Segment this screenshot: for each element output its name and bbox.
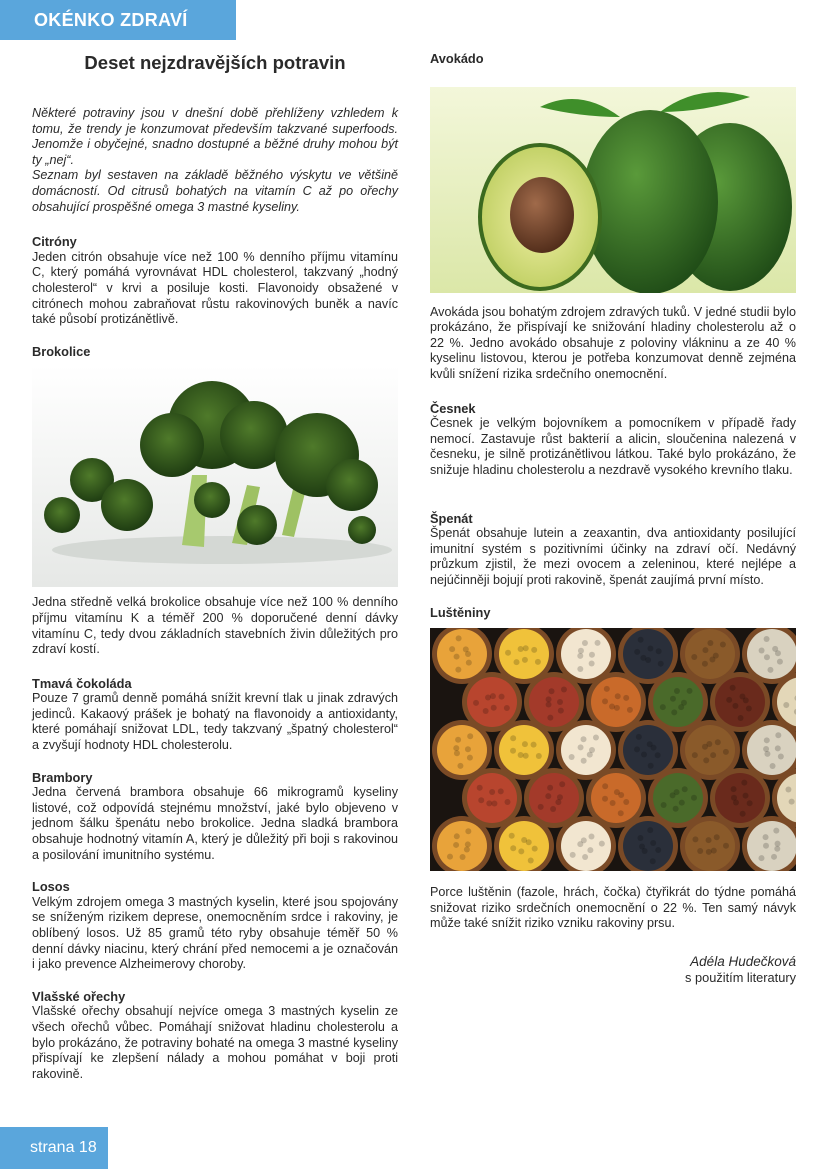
- avocado-photo: [430, 87, 796, 293]
- page-number: strana 18: [0, 1127, 108, 1169]
- section-brambory: [32, 770, 398, 864]
- section-brokolice: [32, 344, 398, 658]
- article-intro: [32, 106, 398, 215]
- section-text: Jedna červená brambora obsahuje 66 mikrogramů kyseliny listové, což odpovídá stejnému množství, jaké bylo objeveno v jednom šálku špenátu nebo brokolice. Jedna sladká brambora obsahuje hodnotný vitamín A, který je důležitý při boji s rakovinou a posilování imunitního systému.: [32, 785, 398, 862]
- section-text: Jedna středně velká brokolice obsahuje více než 100 % denního příjmu vitamínu K a téměř 200 % doporučené denní dávky vitamínu C, tedy dvou základních stavebních živin důležitých pro zdraví kostí.: [32, 595, 398, 657]
- section-text: Velkým zdrojem omega 3 mastných kyselin, které jsou spojovány se sníženým rizikem deprese, onemocněním srdce i rakoviny, je oblíbený losos. Už 85 gramů této ryby obsahuje téměř 50 % denní dávky niacinu, který chrání před nemocemi a je označován i jako prevence Alzheimerovy choroby.: [32, 894, 398, 972]
- section-heading: Česnek: [430, 400, 476, 416]
- right-column: [430, 48, 796, 986]
- section-heading: Avokádo: [430, 51, 484, 66]
- section-heading: Špenát: [430, 510, 473, 526]
- section-text: Porce luštěnin (fazole, hrách, čočka) čtyřikrát do týdne pomáhá snižovat riziko srdečních onemocnění o 22 %. Ten samý návyk může také snížit riziko vzniku rakoviny prsu.: [430, 885, 796, 931]
- legumes-bowls-photo: [430, 628, 796, 871]
- author-name: Adéla Hudečková: [690, 953, 796, 969]
- left-column: [32, 48, 398, 1082]
- section-lusteniny: [430, 605, 796, 932]
- section-text: Česnek je velkým bojovníkem a pomocníkem v případě řady nemocí. Zastavuje růst bakterií a alicin, sloučenina nalezená v česneku, je silně protizánětlivou látkou. Také bylo prokázáno, že snižuje hladinu cholesterolu a nezdravě vysokého krevního tlaku.: [430, 416, 796, 477]
- section-text: Vlašské ořechy obsahují nejvíce omega 3 mastných kyselin ze všech ořechů vůbec. Pomáhají snižovat hladinu cholesterolu a bylo prokázáno, že potraviny bohaté na omega 3 mastné kyseliny přispívají ke zlepšení nálady a mohou pomáhat v boji proti rakovině.: [32, 1004, 398, 1081]
- intro-paragraph-2: Seznam byl sestaven na základě běžného výskytu ve většině domácností. Od citrusů bohatých na vitamín C až po ořechy obsahující prospěšné omega 3 mastné kyseliny.: [32, 168, 398, 214]
- section-cesnek: [430, 401, 796, 479]
- section-text: Pouze 7 gramů denně pomáhá snížit krevní tlak u jinak zdravých jedinců. Kakaový prášek je bohatý na flavonoidy a antioxidanty, které pomáhají snižovat LDL, tedy takzvaný „špatný cholesterol“ a zvyšují hodnoty HDL cholesterolu.: [32, 691, 398, 753]
- section-heading: Citróny: [32, 234, 77, 250]
- section-heading: Vlašské ořechy: [32, 988, 126, 1004]
- section-spenat: [430, 511, 796, 589]
- section-cokolada: [32, 676, 398, 754]
- section-orechy: [32, 989, 398, 1083]
- section-heading: Brokolice: [32, 343, 91, 359]
- section-text: Špenát obsahuje lutein a zeaxantin, dva antioxidanty posilující imunitní systém s pozitivními účinky na zdraví očí. Nedávný průzkum zjistil, že mezi ovocem a zeleninou, které nejlépe a nejúčinněji bojují proti rakovině, špenát zaujímá první místo.: [430, 526, 796, 587]
- author-note: s použitím literatury: [685, 969, 796, 985]
- section-text: Jeden citrón obsahuje více než 100 % denního příjmu vitamínu C, který pomáhá vyrovnávat HDL cholesterol, takzvaný „hodný cholesterol“ v krvi a posiluje kosti. Flavonoidy obsažené v citrónech mohou zabraňovat růstu rakovinových buněk a navíc také působí protizánětlivě.: [32, 249, 398, 327]
- intro-paragraph-1: Některé potraviny jsou v dnešní době přehlíženy vzhledem k tomu, že trendy je konzumovat především takzvané superfoods. Jenomže i obyčejné, snadno dostupné a běžné druhy mohou být ty „nej“.: [32, 106, 398, 167]
- section-avokado: [430, 51, 796, 383]
- section-losos: [32, 879, 398, 973]
- section-citrony: [32, 234, 398, 328]
- broccoli-photo: [32, 365, 398, 587]
- section-text: Avokáda jsou bohatým zdrojem zdravých tuků. V jedné studii bylo prokázáno, že přispívají ke snižování hladiny cholesterolu až o 22 %. Jedno avokádo obsahuje z poloviny vlákninu a ze 40 % kyselinu listovou, kterou je potřeba konzumovat denně zejména kvůli snížení rizika srdečního onemocnění.: [430, 304, 796, 381]
- section-tab: OKÉNKO ZDRAVÍ: [0, 0, 236, 40]
- section-heading: Brambory: [32, 769, 93, 785]
- byline: [430, 954, 796, 986]
- section-heading: Losos: [32, 879, 70, 895]
- article-title: Deset nejzdravějších potravin: [84, 52, 346, 73]
- section-heading: Luštěniny: [430, 604, 491, 620]
- section-heading: Tmavá čokoláda: [32, 675, 132, 691]
